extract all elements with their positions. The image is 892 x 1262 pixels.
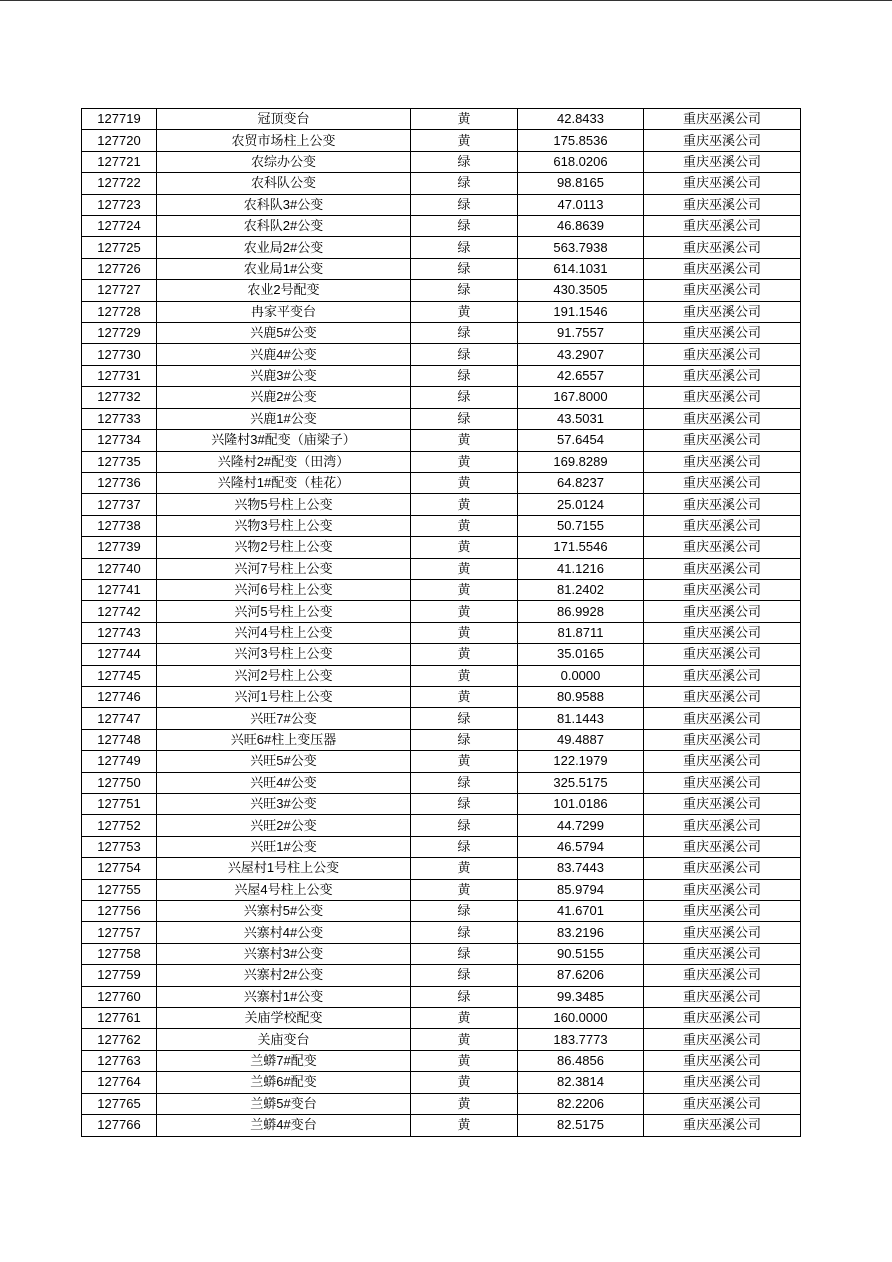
cell-id: 127724 [82, 216, 157, 237]
table-row [82, 751, 801, 772]
cell-name: 兰蟒5#变台 [157, 1093, 411, 1114]
cell-name: 兴寨村2#公变 [157, 965, 411, 986]
cell-value: 25.0124 [518, 494, 644, 515]
cell-name: 兴寨村4#公变 [157, 922, 411, 943]
cell-id: 127725 [82, 237, 157, 258]
cell-name: 兴河4号柱上公变 [157, 622, 411, 643]
cell-name: 农科队3#公变 [157, 194, 411, 215]
cell-id: 127743 [82, 622, 157, 643]
cell-company: 重庆巫溪公司 [644, 901, 801, 922]
page-top-border [0, 0, 892, 1]
cell-company: 重庆巫溪公司 [644, 173, 801, 194]
cell-status: 绿 [411, 815, 518, 836]
cell-status: 黄 [411, 451, 518, 472]
cell-id: 127761 [82, 1008, 157, 1029]
cell-name: 兴旺2#公变 [157, 815, 411, 836]
table-row [82, 901, 801, 922]
cell-value: 563.7938 [518, 237, 644, 258]
cell-id: 127757 [82, 922, 157, 943]
cell-name: 兴河7号柱上公变 [157, 558, 411, 579]
cell-status: 黄 [411, 494, 518, 515]
cell-name: 兴旺7#公变 [157, 708, 411, 729]
cell-status: 绿 [411, 922, 518, 943]
cell-status: 黄 [411, 579, 518, 600]
cell-id: 127766 [82, 1115, 157, 1136]
table-body [82, 109, 801, 1137]
cell-name: 兴旺1#公变 [157, 836, 411, 857]
table-row [82, 644, 801, 665]
cell-status: 绿 [411, 408, 518, 429]
cell-value: 430.3505 [518, 280, 644, 301]
cell-company: 重庆巫溪公司 [644, 1093, 801, 1114]
table-row [82, 729, 801, 750]
cell-value: 50.7155 [518, 515, 644, 536]
cell-name: 兴物2号柱上公变 [157, 537, 411, 558]
table-row [82, 858, 801, 879]
cell-status: 黄 [411, 601, 518, 622]
cell-company: 重庆巫溪公司 [644, 494, 801, 515]
cell-status: 绿 [411, 965, 518, 986]
cell-value: 57.6454 [518, 430, 644, 451]
cell-company: 重庆巫溪公司 [644, 1115, 801, 1136]
table-row [82, 579, 801, 600]
table-row [82, 365, 801, 386]
table-row [82, 344, 801, 365]
cell-id: 127739 [82, 537, 157, 558]
cell-status: 绿 [411, 216, 518, 237]
cell-value: 81.8711 [518, 622, 644, 643]
cell-company: 重庆巫溪公司 [644, 1008, 801, 1029]
table-row [82, 451, 801, 472]
cell-id: 127749 [82, 751, 157, 772]
table-row [82, 130, 801, 151]
cell-status: 绿 [411, 986, 518, 1007]
cell-id: 127729 [82, 323, 157, 344]
cell-status: 黄 [411, 301, 518, 322]
cell-name: 兴寨村3#公变 [157, 943, 411, 964]
cell-id: 127745 [82, 665, 157, 686]
cell-company: 重庆巫溪公司 [644, 836, 801, 857]
cell-status: 黄 [411, 109, 518, 130]
cell-value: 81.2402 [518, 579, 644, 600]
cell-company: 重庆巫溪公司 [644, 237, 801, 258]
cell-name: 兴隆村1#配变（桂花） [157, 472, 411, 493]
cell-company: 重庆巫溪公司 [644, 109, 801, 130]
cell-name: 农贸市场柱上公变 [157, 130, 411, 151]
cell-value: 0.0000 [518, 665, 644, 686]
cell-status: 黄 [411, 130, 518, 151]
cell-id: 127722 [82, 173, 157, 194]
cell-company: 重庆巫溪公司 [644, 194, 801, 215]
table-row [82, 665, 801, 686]
cell-status: 绿 [411, 344, 518, 365]
table-row [82, 943, 801, 964]
cell-value: 44.7299 [518, 815, 644, 836]
cell-id: 127727 [82, 280, 157, 301]
cell-name: 兴鹿5#公变 [157, 323, 411, 344]
cell-company: 重庆巫溪公司 [644, 1050, 801, 1071]
cell-name: 兴屋村1号柱上公变 [157, 858, 411, 879]
cell-id: 127746 [82, 686, 157, 707]
cell-status: 黄 [411, 558, 518, 579]
cell-company: 重庆巫溪公司 [644, 729, 801, 750]
cell-status: 黄 [411, 1008, 518, 1029]
cell-value: 83.2196 [518, 922, 644, 943]
cell-value: 614.1031 [518, 258, 644, 279]
cell-value: 46.8639 [518, 216, 644, 237]
cell-id: 127723 [82, 194, 157, 215]
cell-name: 兰蟒4#变台 [157, 1115, 411, 1136]
cell-id: 127721 [82, 151, 157, 172]
cell-company: 重庆巫溪公司 [644, 622, 801, 643]
cell-value: 86.9928 [518, 601, 644, 622]
cell-value: 101.0186 [518, 794, 644, 815]
cell-status: 黄 [411, 665, 518, 686]
table-row [82, 323, 801, 344]
cell-name: 兰蟒7#配变 [157, 1050, 411, 1071]
cell-company: 重庆巫溪公司 [644, 879, 801, 900]
cell-name: 兴鹿2#公变 [157, 387, 411, 408]
cell-company: 重庆巫溪公司 [644, 408, 801, 429]
cell-id: 127747 [82, 708, 157, 729]
cell-company: 重庆巫溪公司 [644, 151, 801, 172]
cell-name: 关庙学校配变 [157, 1008, 411, 1029]
cell-company: 重庆巫溪公司 [644, 472, 801, 493]
cell-id: 127728 [82, 301, 157, 322]
cell-name: 兴屋4号柱上公变 [157, 879, 411, 900]
cell-company: 重庆巫溪公司 [644, 943, 801, 964]
cell-company: 重庆巫溪公司 [644, 1029, 801, 1050]
cell-value: 167.8000 [518, 387, 644, 408]
cell-name: 关庙变台 [157, 1029, 411, 1050]
cell-value: 98.8165 [518, 173, 644, 194]
cell-name: 兴鹿1#公变 [157, 408, 411, 429]
cell-status: 绿 [411, 729, 518, 750]
cell-company: 重庆巫溪公司 [644, 772, 801, 793]
cell-value: 41.6701 [518, 901, 644, 922]
cell-name: 农业2号配变 [157, 280, 411, 301]
table-row [82, 1029, 801, 1050]
cell-status: 黄 [411, 537, 518, 558]
cell-name: 农业局1#公变 [157, 258, 411, 279]
table-row [82, 922, 801, 943]
cell-name: 农科队公变 [157, 173, 411, 194]
cell-status: 黄 [411, 1115, 518, 1136]
transformer-table [81, 108, 801, 1137]
cell-status: 黄 [411, 515, 518, 536]
cell-name: 兴物5号柱上公变 [157, 494, 411, 515]
cell-value: 183.7773 [518, 1029, 644, 1050]
table-row [82, 815, 801, 836]
cell-status: 黄 [411, 1029, 518, 1050]
cell-id: 127760 [82, 986, 157, 1007]
cell-id: 127763 [82, 1050, 157, 1071]
cell-value: 91.7557 [518, 323, 644, 344]
cell-id: 127741 [82, 579, 157, 600]
cell-name: 冉家平变台 [157, 301, 411, 322]
cell-status: 绿 [411, 194, 518, 215]
cell-company: 重庆巫溪公司 [644, 794, 801, 815]
cell-id: 127735 [82, 451, 157, 472]
cell-value: 175.8536 [518, 130, 644, 151]
cell-company: 重庆巫溪公司 [644, 815, 801, 836]
table-row [82, 194, 801, 215]
table-row [82, 965, 801, 986]
table-row [82, 173, 801, 194]
cell-id: 127732 [82, 387, 157, 408]
cell-company: 重庆巫溪公司 [644, 965, 801, 986]
cell-company: 重庆巫溪公司 [644, 986, 801, 1007]
cell-company: 重庆巫溪公司 [644, 301, 801, 322]
cell-value: 86.4856 [518, 1050, 644, 1071]
cell-name: 农业局2#公变 [157, 237, 411, 258]
table-row [82, 558, 801, 579]
cell-id: 127733 [82, 408, 157, 429]
cell-value: 81.1443 [518, 708, 644, 729]
cell-id: 127730 [82, 344, 157, 365]
cell-value: 80.9588 [518, 686, 644, 707]
cell-status: 黄 [411, 622, 518, 643]
cell-name: 兴寨村1#公变 [157, 986, 411, 1007]
cell-value: 43.5031 [518, 408, 644, 429]
cell-status: 绿 [411, 323, 518, 344]
cell-id: 127755 [82, 879, 157, 900]
cell-company: 重庆巫溪公司 [644, 387, 801, 408]
table-row [82, 1072, 801, 1093]
table-row [82, 601, 801, 622]
cell-value: 160.0000 [518, 1008, 644, 1029]
cell-company: 重庆巫溪公司 [644, 686, 801, 707]
cell-value: 171.5546 [518, 537, 644, 558]
cell-status: 黄 [411, 1072, 518, 1093]
cell-id: 127744 [82, 644, 157, 665]
cell-status: 黄 [411, 1093, 518, 1114]
cell-company: 重庆巫溪公司 [644, 1072, 801, 1093]
table-row [82, 686, 801, 707]
cell-id: 127759 [82, 965, 157, 986]
cell-status: 黄 [411, 751, 518, 772]
table-row [82, 879, 801, 900]
cell-id: 127742 [82, 601, 157, 622]
cell-id: 127734 [82, 430, 157, 451]
cell-name: 兴河3号柱上公变 [157, 644, 411, 665]
cell-status: 黄 [411, 430, 518, 451]
cell-status: 黄 [411, 644, 518, 665]
cell-name: 兴河6号柱上公变 [157, 579, 411, 600]
cell-status: 绿 [411, 258, 518, 279]
table-row [82, 708, 801, 729]
cell-company: 重庆巫溪公司 [644, 344, 801, 365]
cell-name: 兴鹿3#公变 [157, 365, 411, 386]
table-row [82, 622, 801, 643]
table-row [82, 537, 801, 558]
cell-id: 127740 [82, 558, 157, 579]
cell-value: 122.1979 [518, 751, 644, 772]
table-row [82, 408, 801, 429]
cell-company: 重庆巫溪公司 [644, 751, 801, 772]
cell-name: 兴旺3#公变 [157, 794, 411, 815]
cell-name: 兴河5号柱上公变 [157, 601, 411, 622]
cell-company: 重庆巫溪公司 [644, 922, 801, 943]
cell-name: 农综办公变 [157, 151, 411, 172]
cell-id: 127736 [82, 472, 157, 493]
table-row [82, 472, 801, 493]
cell-name: 冠顶变台 [157, 109, 411, 130]
cell-value: 325.5175 [518, 772, 644, 793]
table-row [82, 1008, 801, 1029]
cell-company: 重庆巫溪公司 [644, 579, 801, 600]
cell-id: 127737 [82, 494, 157, 515]
table-row [82, 387, 801, 408]
table-row [82, 430, 801, 451]
cell-value: 169.8289 [518, 451, 644, 472]
cell-name: 兴旺4#公变 [157, 772, 411, 793]
cell-company: 重庆巫溪公司 [644, 451, 801, 472]
cell-company: 重庆巫溪公司 [644, 644, 801, 665]
cell-id: 127750 [82, 772, 157, 793]
cell-company: 重庆巫溪公司 [644, 858, 801, 879]
table-row [82, 280, 801, 301]
table-row [82, 1050, 801, 1071]
cell-name: 兴物3号柱上公变 [157, 515, 411, 536]
cell-company: 重庆巫溪公司 [644, 537, 801, 558]
cell-company: 重庆巫溪公司 [644, 258, 801, 279]
cell-value: 82.3814 [518, 1072, 644, 1093]
cell-id: 127748 [82, 729, 157, 750]
cell-name: 兴寨村5#公变 [157, 901, 411, 922]
table-row [82, 836, 801, 857]
cell-company: 重庆巫溪公司 [644, 323, 801, 344]
cell-id: 127752 [82, 815, 157, 836]
table-row [82, 301, 801, 322]
table-row [82, 1115, 801, 1136]
cell-name: 兴鹿4#公变 [157, 344, 411, 365]
table-row [82, 237, 801, 258]
cell-company: 重庆巫溪公司 [644, 601, 801, 622]
table-row [82, 109, 801, 130]
cell-value: 191.1546 [518, 301, 644, 322]
cell-name: 兴旺6#柱上变压器 [157, 729, 411, 750]
cell-status: 绿 [411, 708, 518, 729]
table-row [82, 494, 801, 515]
cell-status: 绿 [411, 943, 518, 964]
cell-value: 618.0206 [518, 151, 644, 172]
cell-id: 127719 [82, 109, 157, 130]
cell-status: 绿 [411, 836, 518, 857]
table-row [82, 986, 801, 1007]
cell-status: 黄 [411, 686, 518, 707]
cell-value: 46.5794 [518, 836, 644, 857]
cell-id: 127754 [82, 858, 157, 879]
cell-company: 重庆巫溪公司 [644, 558, 801, 579]
cell-id: 127726 [82, 258, 157, 279]
cell-company: 重庆巫溪公司 [644, 130, 801, 151]
cell-status: 黄 [411, 1050, 518, 1071]
cell-company: 重庆巫溪公司 [644, 515, 801, 536]
cell-status: 黄 [411, 472, 518, 493]
cell-status: 绿 [411, 794, 518, 815]
cell-value: 85.9794 [518, 879, 644, 900]
cell-status: 黄 [411, 879, 518, 900]
cell-value: 82.2206 [518, 1093, 644, 1114]
table-row [82, 258, 801, 279]
cell-id: 127731 [82, 365, 157, 386]
table-row [82, 794, 801, 815]
cell-value: 87.6206 [518, 965, 644, 986]
table-row [82, 772, 801, 793]
cell-id: 127764 [82, 1072, 157, 1093]
table-row [82, 515, 801, 536]
cell-status: 绿 [411, 151, 518, 172]
cell-value: 64.8237 [518, 472, 644, 493]
cell-name: 农科队2#公变 [157, 216, 411, 237]
cell-company: 重庆巫溪公司 [644, 430, 801, 451]
cell-status: 绿 [411, 173, 518, 194]
cell-company: 重庆巫溪公司 [644, 280, 801, 301]
cell-status: 绿 [411, 237, 518, 258]
cell-value: 42.6557 [518, 365, 644, 386]
cell-name: 兰蟒6#配变 [157, 1072, 411, 1093]
cell-status: 绿 [411, 387, 518, 408]
cell-id: 127756 [82, 901, 157, 922]
cell-value: 82.5175 [518, 1115, 644, 1136]
cell-value: 43.2907 [518, 344, 644, 365]
cell-id: 127765 [82, 1093, 157, 1114]
cell-id: 127738 [82, 515, 157, 536]
cell-status: 绿 [411, 772, 518, 793]
cell-value: 83.7443 [518, 858, 644, 879]
cell-value: 49.4887 [518, 729, 644, 750]
cell-id: 127751 [82, 794, 157, 815]
cell-id: 127758 [82, 943, 157, 964]
cell-company: 重庆巫溪公司 [644, 708, 801, 729]
cell-status: 绿 [411, 901, 518, 922]
cell-name: 兴河1号柱上公变 [157, 686, 411, 707]
cell-id: 127762 [82, 1029, 157, 1050]
cell-id: 127753 [82, 836, 157, 857]
cell-status: 绿 [411, 365, 518, 386]
cell-status: 黄 [411, 858, 518, 879]
table-row [82, 216, 801, 237]
cell-company: 重庆巫溪公司 [644, 216, 801, 237]
cell-id: 127720 [82, 130, 157, 151]
cell-value: 41.1216 [518, 558, 644, 579]
cell-value: 99.3485 [518, 986, 644, 1007]
cell-name: 兴旺5#公变 [157, 751, 411, 772]
cell-value: 42.8433 [518, 109, 644, 130]
cell-name: 兴隆村2#配变（田湾） [157, 451, 411, 472]
cell-company: 重庆巫溪公司 [644, 665, 801, 686]
cell-value: 90.5155 [518, 943, 644, 964]
table-row [82, 1093, 801, 1114]
cell-name: 兴河2号柱上公变 [157, 665, 411, 686]
cell-company: 重庆巫溪公司 [644, 365, 801, 386]
cell-status: 绿 [411, 280, 518, 301]
table-row [82, 151, 801, 172]
cell-value: 47.0113 [518, 194, 644, 215]
cell-value: 35.0165 [518, 644, 644, 665]
cell-name: 兴隆村3#配变（庙梁子） [157, 430, 411, 451]
